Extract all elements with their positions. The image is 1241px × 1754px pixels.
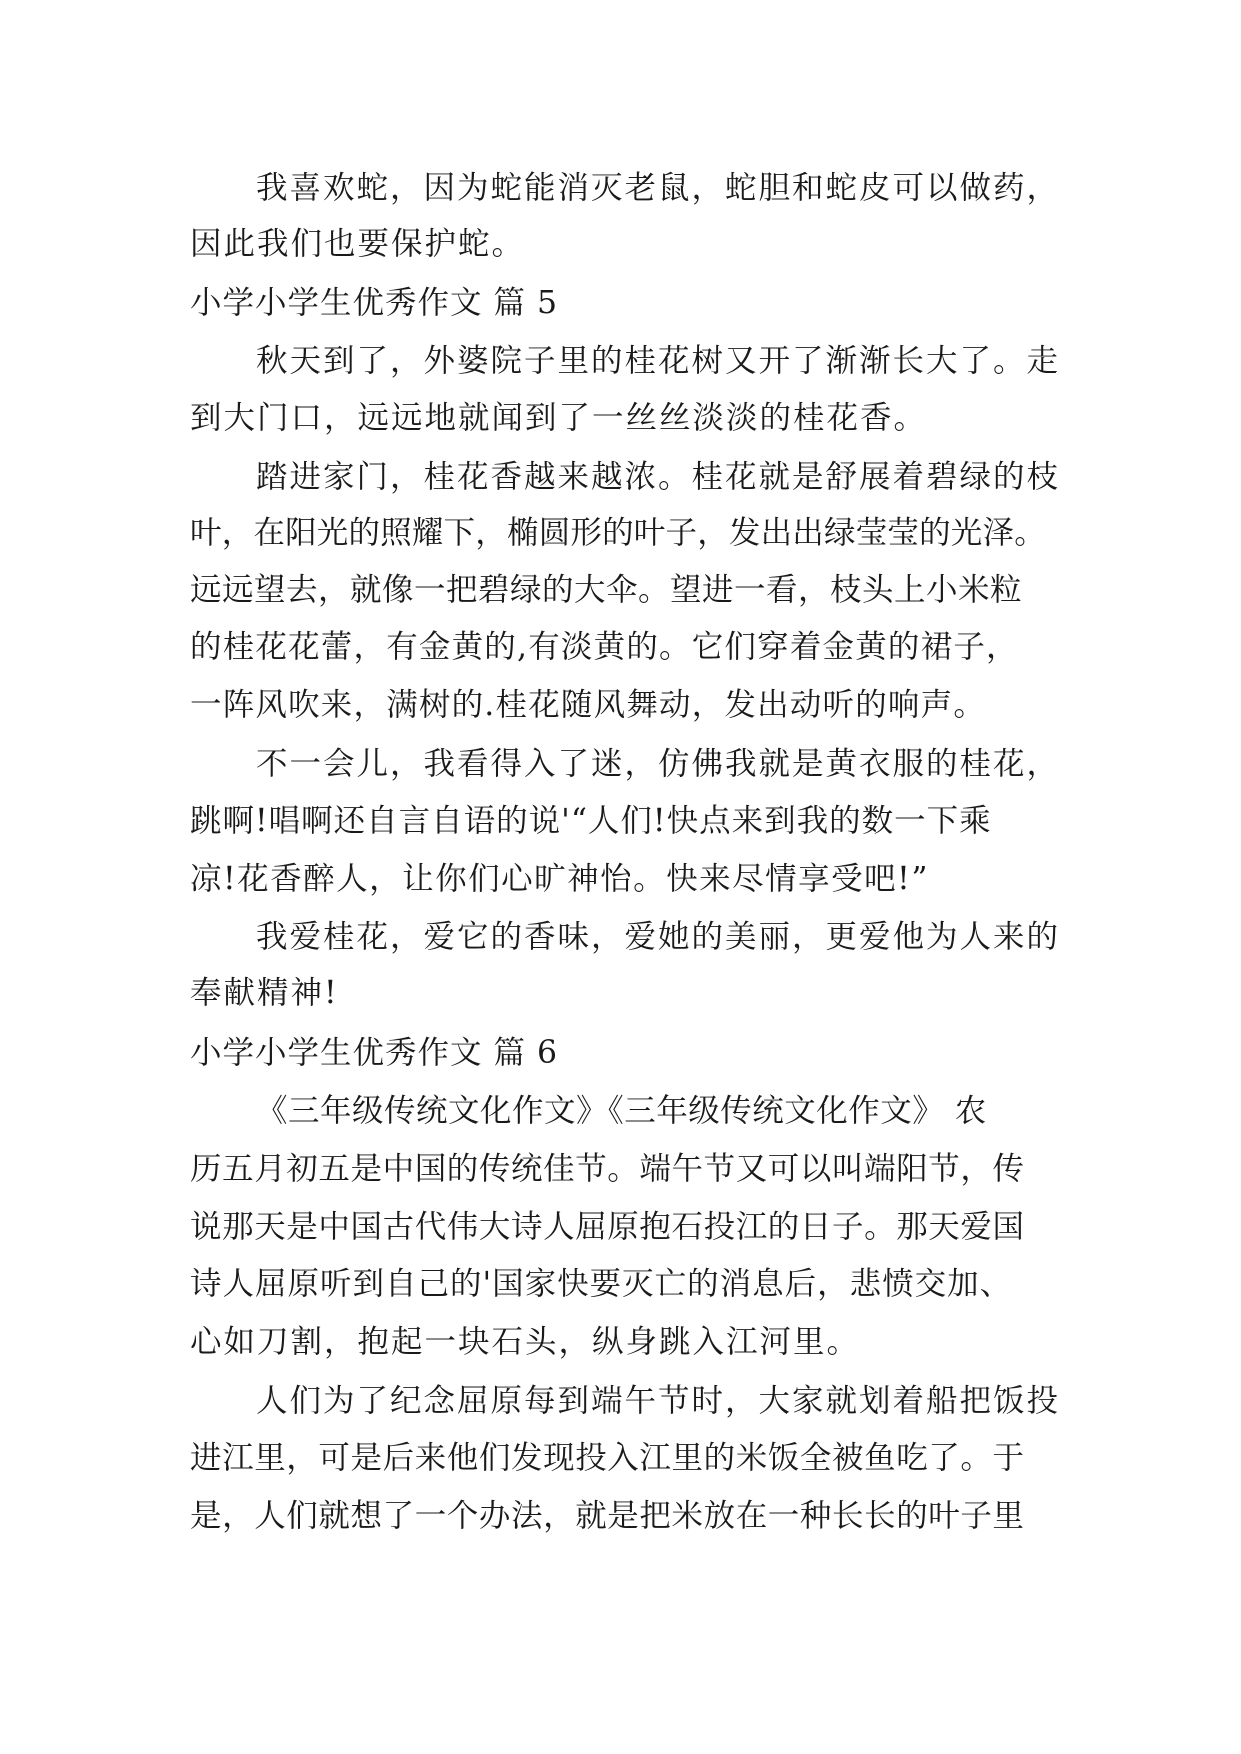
paragraph-line: 诗人屈原听到自己的'国家快要灭亡的消息后，悲愤交加、 [190, 1266, 1013, 1302]
section-heading: 小学小学生优秀作文 篇 5 [190, 285, 559, 321]
paragraph-line: 说那天是中国古代伟大诗人屈原抱石投江的日子。那天爱国 [190, 1209, 1025, 1245]
section-heading: 小学小学生优秀作文 篇 6 [190, 1035, 559, 1071]
paragraph-line: 跳啊!唱啊还自言自语的说'“人们!快点来到我的数一下乘 [190, 803, 992, 839]
paragraph-line: 奉献精神! [190, 975, 339, 1011]
paragraph-line: 叶，在阳光的照耀下，椭圆形的叶子，发出出绿莹莹的光泽。 [190, 515, 1046, 551]
paragraph-line: 历五月初五是中国的传统佳节。端午节又可以叫端阳节，传 [190, 1151, 1025, 1187]
paragraph-line: 因此我们也要保护蛇。 [190, 226, 526, 262]
paragraph-line: 不一会儿，我看得入了迷，仿佛我就是黄衣服的桂花， [256, 746, 1061, 782]
paragraph-line: 是，人们就想了一个办法，就是把米放在一种长长的叶子里 [190, 1498, 1025, 1534]
paragraph-line: 的桂花花蕾，有金黄的,有淡黄的。它们穿着金黄的裙子， [190, 629, 1019, 665]
paragraph-line: 到大门口，远远地就闻到了一丝丝淡淡的桂花香。 [190, 400, 928, 436]
paragraph-line: 心如刀割，抱起一块石头，纵身跳入江河里。 [190, 1324, 861, 1360]
paragraph-line: 一阵风吹来，满树的.桂花随风舞动，发出动听的响声。 [190, 687, 987, 723]
paragraph-line: 秋天到了，外婆院子里的桂花树又开了渐渐长大了。走 [256, 343, 1061, 379]
paragraph-line: 我爱桂花，爱它的香味，爱她的美丽，更爱他为人来的 [256, 919, 1061, 955]
paragraph-line: 进江里，可是后来他们发现投入江里的米饭全被鱼吃了。于 [190, 1440, 1025, 1476]
paragraph-line: 人们为了纪念屈原每到端午节时，大家就划着船把饭投 [256, 1383, 1061, 1419]
paragraph-line: 《三年级传统文化作文》《三年级传统文化作文》 农 [256, 1093, 987, 1129]
paragraph-line: 远远望去，就像一把碧绿的大伞。望进一看，枝头上小米粒 [190, 572, 1023, 608]
paragraph-line: 凉!花香醉人，让你们心旷神怡。快来尽情享受吧!” [190, 861, 929, 897]
paragraph-line: 我喜欢蛇，因为蛇能消灭老鼠，蛇胆和蛇皮可以做药， [256, 170, 1061, 206]
paragraph-line: 踏进家门，桂花香越来越浓。桂花就是舒展着碧绿的枝 [256, 459, 1061, 495]
